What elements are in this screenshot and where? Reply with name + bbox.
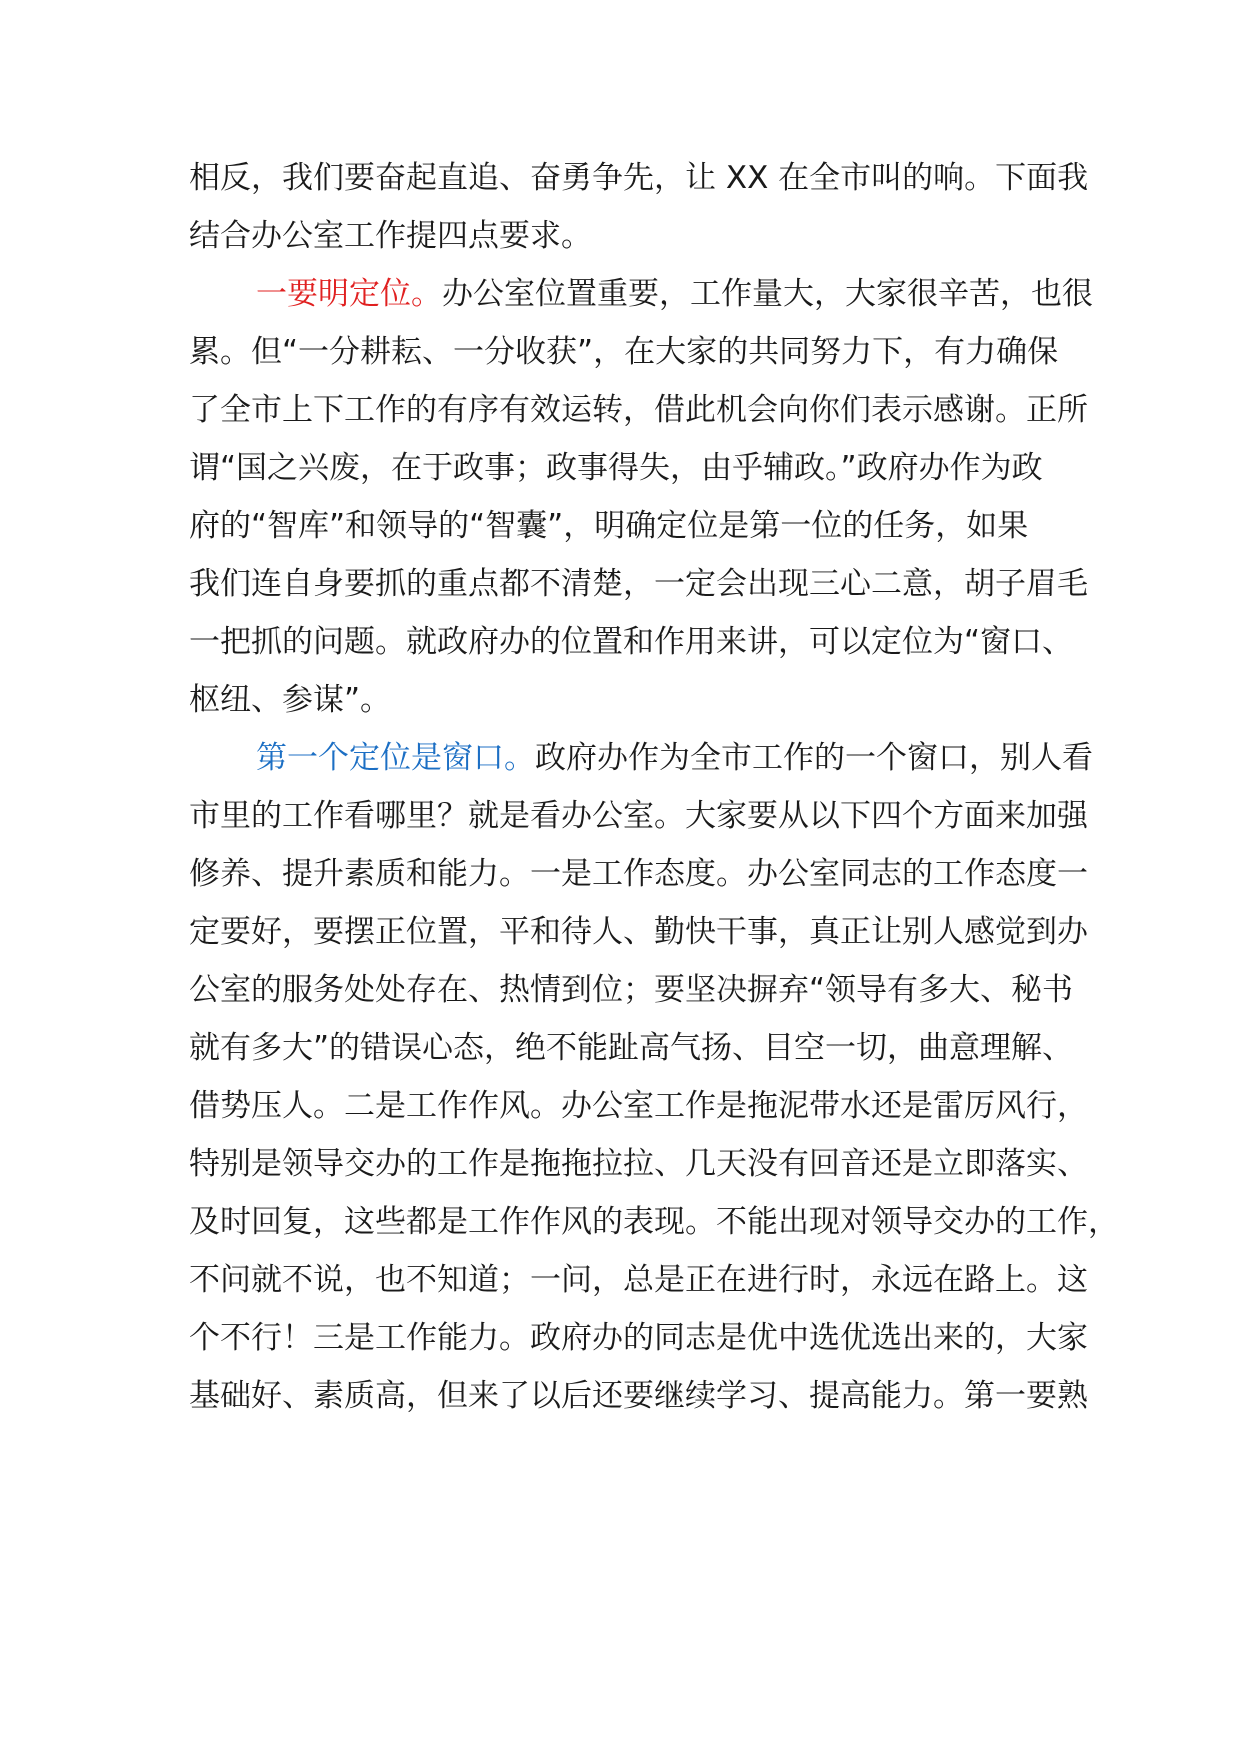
heading-2: 第一个定位是窗口。 [256, 740, 535, 776]
text-line-22: 不问就不说，也不知道；一问，总是正在进行时，永远在路上。这 [189, 1262, 1088, 1298]
text-line-9: 我们连自身要抓的重点都不清楚，一定会出现三心二意，胡子眉毛 [189, 566, 1088, 602]
text-line-14: 市里的工作看哪里？就是看办公室。大家要从以下四个方面来加强 [189, 798, 1088, 834]
text-line-7: 谓“国之兴废，在于政事；政事得失，由乎辅政。”政府办作为政 [189, 450, 1043, 486]
paragraph-2-text: 政府办作为全市工作的一个窗口，别人看 [535, 740, 1093, 776]
paragraph-2-first-line [256, 738, 1093, 778]
text-line-10: 一把抓的问题。就政府办的位置和作用来讲，可以定位为“窗口、 [189, 624, 1074, 660]
text-line-23: 个不行！三是工作能力。政府办的同志是优中选优选出来的，大家 [189, 1320, 1088, 1356]
paragraph-1-first-line [256, 274, 1093, 314]
text-line-15: 修养、提升素质和能力。一是工作态度。办公室同志的工作态度一 [189, 856, 1088, 892]
text-line-2: 结合办公室工作提四点要求。 [189, 218, 592, 254]
text-line-16: 定要好，要摆正位置，平和待人、勤快干事，真正让别人感觉到办 [189, 914, 1088, 950]
text-line-11: 枢纽、参谋”。 [189, 682, 392, 718]
text-line-20: 特别是领导交办的工作是拖拖拉拉、几天没有回音还是立即落实、 [189, 1146, 1088, 1182]
text-line-1: 相反，我们要奋起直追、奋勇争先，让 XX 在全市叫的响。下面我 [189, 160, 1089, 196]
paragraph-1-text: 办公室位置重要，工作量大，大家很辛苦，也很 [442, 276, 1093, 312]
text-line-8: 府的“智库”和领导的“智囊”，明确定位是第一位的任务，如果 [189, 508, 1029, 544]
text-line-5: 累。但“一分耕耘、一分收获”，在大家的共同努力下，有力确保 [189, 334, 1059, 370]
text-line-18: 就有多大”的错误心态，绝不能趾高气扬、目空一切，曲意理解、 [189, 1030, 1074, 1066]
text-line-17: 公室的服务处处存在、热情到位；要坚决摒弃“领导有多大、秘书 [189, 972, 1074, 1008]
text-line-24: 基础好、素质高，但来了以后还要继续学习、提高能力。第一要熟 [189, 1378, 1088, 1414]
text-line-19: 借势压人。二是工作作风。办公室工作是拖泥带水还是雷厉风行， [189, 1088, 1088, 1124]
text-line-6: 了全市上下工作的有序有效运转，借此机会向你们表示感谢。正所 [189, 392, 1088, 428]
heading-1: 一要明定位。 [256, 276, 442, 312]
text-line-21: 及时回复，这些都是工作作风的表现。不能出现对领导交办的工作， [189, 1204, 1119, 1240]
